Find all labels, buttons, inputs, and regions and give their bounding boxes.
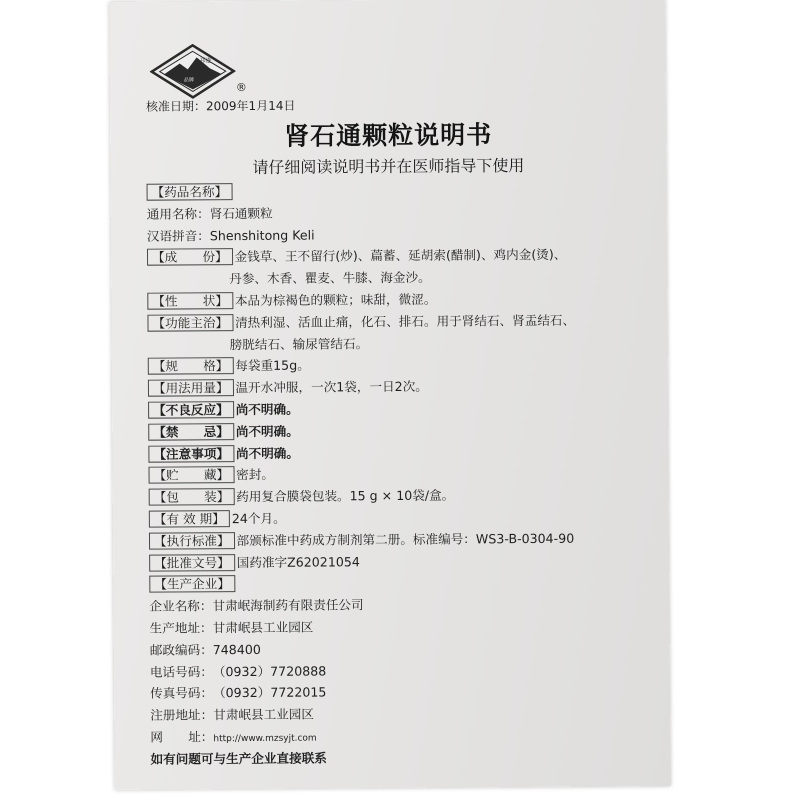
line-value: Shenshitong Keli (209, 227, 315, 243)
line-value: 甘肃岷海制药有限责任公司 (212, 597, 364, 614)
line-value: 尚不明确。 (235, 445, 299, 461)
line-value: 甘肃岷县工业园区 (212, 619, 314, 636)
line-value: 每袋重15g。 (235, 357, 310, 374)
line-label: 【注意事项】 (148, 445, 234, 463)
line-label: 【有 效 期】 (149, 510, 230, 528)
line-value: 温开水冲服，一次1袋，一日2次。 (235, 378, 428, 396)
line-value: 药用复合膜袋包装。15 g × 10袋/盒。 (236, 487, 455, 505)
document-title: 肾石通颗粒说明书 (284, 120, 493, 151)
line-value: 尚不明确。 (235, 401, 299, 418)
line-label: 【用法用量】 (148, 379, 234, 397)
line-value: 清热利湿、活血止痛，化石、排石。用于肾结石、肾盂结石、 (235, 312, 576, 330)
line-label: 【药品名称】 (147, 183, 233, 201)
line-label: 【规 格】 (148, 357, 234, 375)
line-label: 邮政编码： (149, 641, 213, 658)
line-value: 丹参、木香、瞿麦、牛膝、海金沙。 (229, 269, 431, 287)
line-label: 通用名称： (146, 206, 210, 222)
line-value: （0932）7720888 (212, 662, 327, 679)
document-subtitle: 请仔细阅读说明书并在医师指导下使用 (252, 156, 525, 177)
line-label: 【成 份】 (147, 248, 233, 266)
line-label: 生产地址： (149, 620, 213, 636)
line-value: 748400 (212, 641, 261, 657)
line-label: 【执行标准】 (149, 532, 235, 550)
footer-contact-note: 如有问题可与生产企业直接联系 (150, 750, 327, 767)
line-label: 【批准文号】 (149, 554, 235, 572)
website-link[interactable]: http://www.mzsyjt.com (213, 733, 317, 745)
line-label: 传真号码： (150, 685, 214, 702)
line-label: 【不良反应】 (148, 401, 234, 419)
line-label: 【功能主治】 (147, 314, 233, 332)
line-label: 【性 状】 (147, 292, 233, 310)
line-label: 汉语拼音： (146, 227, 210, 244)
line-label: 【贮 藏】 (149, 466, 235, 484)
content-lines (147, 178, 661, 770)
logo-caption: 品牌 (183, 77, 194, 84)
line-value: 国药准字Z62021054 (236, 553, 360, 570)
registered-mark: ® (235, 80, 247, 95)
line-value: 本品为棕褐色的颗粒；味甜，微涩。 (234, 291, 437, 309)
line-label: 注册地址： (150, 707, 214, 723)
line-label: 网 址： (150, 729, 214, 745)
line-label: 【包 装】 (149, 488, 235, 506)
line-value: 甘肃岷县工业园区 (213, 706, 315, 723)
line-label: 【生产企业】 (149, 575, 235, 593)
line-value: 金钱草、王不留行(炒)、萹蓄、延胡索(醋制)、鸡内金(烫)、 (234, 247, 567, 265)
approval-date: 核准日期：2009年1月14日 (145, 98, 296, 114)
instruction-sheet (109, 0, 670, 790)
line-value: 24个月。 (231, 510, 286, 527)
line-value: 肾石通颗粒 (209, 205, 273, 222)
logo-text: 祁连 (199, 57, 212, 65)
line-label: 【禁 忌】 (148, 423, 234, 441)
line-label: 电话号码： (149, 663, 213, 680)
line-label: 企业名称： (149, 598, 213, 614)
line-value: 部颁标准中药成方制剂第二册。标准编号：WS3-B-0304-90 (236, 530, 575, 548)
line-value: （0932）7722015 (212, 684, 327, 701)
line-value: 密封。 (236, 467, 274, 483)
line-value: 膀胱结石、输尿管结石。 (229, 335, 369, 352)
line-value: 尚不明确。 (235, 423, 299, 439)
company-logo-icon (150, 41, 236, 100)
